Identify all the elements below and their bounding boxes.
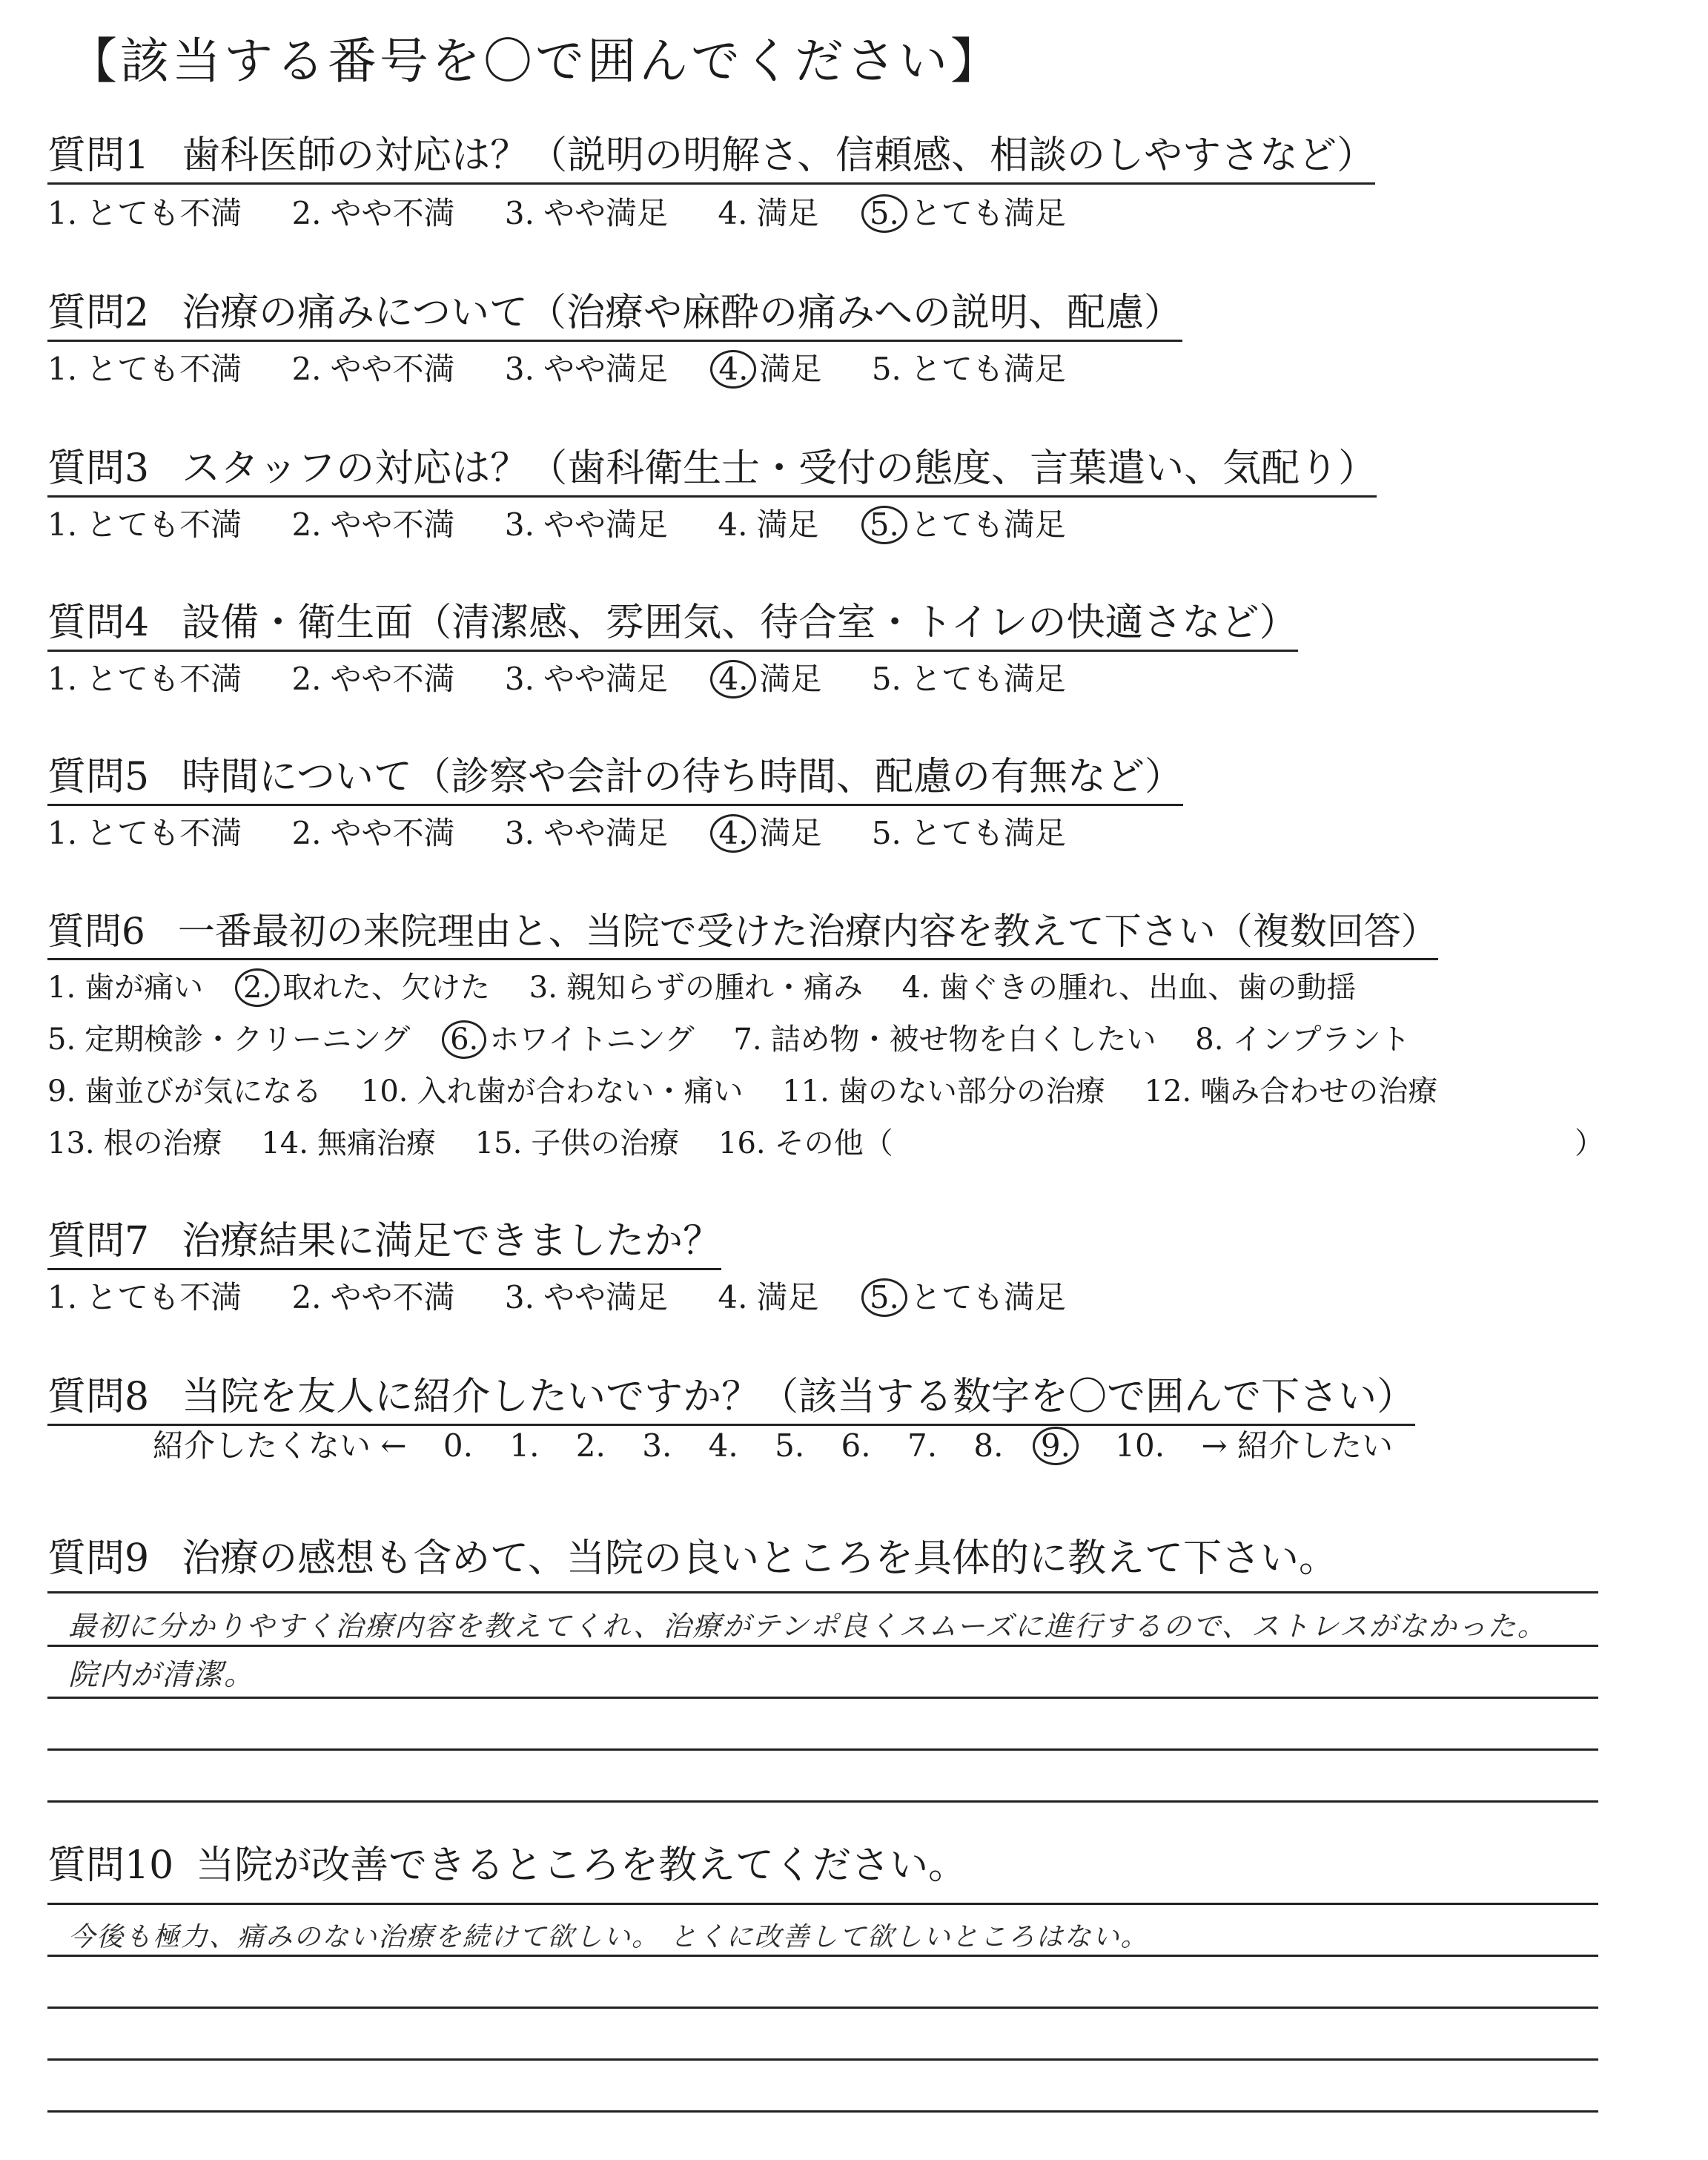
question-10-answer-line-1: 今後も極力、痛みのない治療を続けて欲しい。 とくに改善して欲しいところはない。 xyxy=(68,1922,1149,1952)
scale-right-label: → 紹介したい xyxy=(1201,1427,1393,1464)
question-6-row-4 xyxy=(47,1123,1604,1164)
option-4-number-circled[interactable]: 4. xyxy=(710,350,756,389)
option-2-number[interactable]: 2. xyxy=(291,1279,322,1315)
question-4-label: 質問4 xyxy=(47,601,150,645)
question-3-label: 質問3 xyxy=(47,446,150,491)
answer-line xyxy=(47,1748,1598,1751)
answer-line xyxy=(47,2110,1598,2113)
option-3-number[interactable]: 3. xyxy=(504,506,534,543)
option-4-number[interactable]: 4. xyxy=(718,1279,748,1315)
option-4-number[interactable]: 4. xyxy=(901,971,930,1005)
option-10-label: 入れ歯が合わない・痛い xyxy=(417,1074,744,1109)
question-6-row-3 xyxy=(47,1071,1437,1112)
option-3-number[interactable]: 3. xyxy=(504,195,534,231)
option-2-label: 取れた、欠けた xyxy=(282,971,491,1005)
question-8-label: 質問8 xyxy=(47,1375,150,1419)
scale-option-8[interactable]: 8. xyxy=(973,1427,1004,1464)
question-7 xyxy=(47,1216,721,1270)
question-10 xyxy=(47,1840,967,1891)
option-2-label: やや不満 xyxy=(330,506,455,543)
option-4-number-circled[interactable]: 4. xyxy=(710,814,756,853)
option-2-number[interactable]: 2. xyxy=(291,195,322,231)
option-8-label: インプラント xyxy=(1232,1023,1411,1057)
scale-option-3[interactable]: 3. xyxy=(642,1427,672,1464)
option-11-number[interactable]: 11. xyxy=(782,1074,830,1109)
option-13-label: 根の治療 xyxy=(103,1126,222,1160)
question-9-text: 治療の感想も含めて、当院の良いところを具体的に教えて下さい。 xyxy=(182,1536,1338,1581)
option-2-number[interactable]: 2. xyxy=(291,506,322,543)
option-16-label: その他（ xyxy=(774,1126,893,1160)
option-2-number[interactable]: 2. xyxy=(291,351,322,387)
question-10-label: 質問10 xyxy=(47,1843,174,1888)
question-3 xyxy=(47,443,1377,498)
option-3-number[interactable]: 3. xyxy=(504,1279,534,1315)
answer-line xyxy=(47,2058,1598,2061)
option-10-number[interactable]: 10. xyxy=(360,1074,408,1109)
option-15-label: 子供の治療 xyxy=(531,1126,680,1160)
answer-line xyxy=(47,1591,1598,1593)
scale-option-0[interactable]: 0. xyxy=(443,1427,473,1464)
option-15-number[interactable]: 15. xyxy=(474,1126,523,1160)
option-1-number[interactable]: 1. xyxy=(47,1279,78,1315)
question-6-row-2 xyxy=(47,1019,1410,1060)
question-5-options xyxy=(47,813,1106,854)
question-2-text: 治療の痛みについて（治療や麻酔の痛みへの説明、配慮） xyxy=(182,291,1183,335)
option-9-label: 歯並びが気になる xyxy=(85,1074,322,1109)
option-3-label: やや満足 xyxy=(543,195,668,231)
option-3-label: やや満足 xyxy=(543,661,668,697)
question-9-answer-line-2: 院内が清潔。 xyxy=(68,1658,255,1692)
answer-line xyxy=(47,1955,1598,1957)
question-9-label: 質問9 xyxy=(47,1536,150,1581)
option-5-label: 定期検診・クリーニング xyxy=(85,1023,411,1057)
option-8-number[interactable]: 8. xyxy=(1195,1023,1224,1057)
question-6-row-1 xyxy=(47,967,1356,1008)
option-3-number[interactable]: 3. xyxy=(504,351,534,387)
option-6-label: ホワイトニング xyxy=(489,1023,695,1057)
answer-line xyxy=(47,1697,1598,1699)
option-3-label: やや満足 xyxy=(543,815,668,851)
option-3-number[interactable]: 3. xyxy=(504,661,534,697)
option-13-number[interactable]: 13. xyxy=(47,1126,95,1160)
option-1-label: とても不満 xyxy=(86,1279,242,1315)
option-1-label: 歯が痛い xyxy=(85,971,204,1005)
option-9-number[interactable]: 9. xyxy=(47,1074,76,1109)
option-4-label: 満足 xyxy=(759,351,822,387)
option-6-number-circled[interactable]: 6. xyxy=(442,1020,486,1059)
option-5-number[interactable]: 5. xyxy=(871,661,901,697)
option-12-number[interactable]: 12. xyxy=(1144,1074,1192,1109)
scale-option-4[interactable]: 4. xyxy=(708,1427,738,1464)
option-2-label: やや不満 xyxy=(330,661,455,697)
option-2-number-circled[interactable]: 2. xyxy=(235,968,279,1007)
option-5-number-circled[interactable]: 5. xyxy=(861,194,907,233)
scale-option-10[interactable]: 10. xyxy=(1115,1427,1165,1464)
question-8-text: 当院を友人に紹介したいですか？（該当する数字を〇で囲んで下さい） xyxy=(182,1375,1416,1419)
option-5-label: とても満足 xyxy=(910,1279,1066,1315)
question-1-label: 質問1 xyxy=(47,133,150,178)
option-5-number[interactable]: 5. xyxy=(871,815,901,851)
scale-option-2[interactable]: 2. xyxy=(575,1427,606,1464)
option-1-number[interactable]: 1. xyxy=(47,351,78,387)
option-4-label: 満足 xyxy=(756,506,819,543)
option-4-label: 満足 xyxy=(759,815,822,851)
question-6 xyxy=(47,906,1438,960)
question-5 xyxy=(47,752,1183,806)
option-3-label: やや満足 xyxy=(543,1279,668,1315)
question-9 xyxy=(47,1533,1337,1584)
option-4-label: 満足 xyxy=(759,661,822,697)
option-2-number[interactable]: 2. xyxy=(291,815,322,851)
option-1-label: とても不満 xyxy=(86,815,242,851)
question-10-text: 当院が改善できるところを教えてください。 xyxy=(196,1843,967,1888)
option-4-number[interactable]: 4. xyxy=(718,506,748,543)
answer-line xyxy=(47,1800,1598,1803)
page-title: 【該当する番号を〇で囲んでください】 xyxy=(68,33,1002,90)
option-5-label: とても満足 xyxy=(910,351,1066,387)
option-3-number[interactable]: 3. xyxy=(504,815,534,851)
question-8 xyxy=(47,1372,1415,1426)
option-11-label: 歯のない部分の治療 xyxy=(838,1074,1105,1109)
question-7-options xyxy=(47,1277,1106,1318)
question-7-text: 治療結果に満足できましたか？ xyxy=(182,1219,722,1264)
option-3-label: 親知らずの腫れ・痛み xyxy=(566,971,863,1005)
option-5-label: とても満足 xyxy=(910,195,1066,231)
option-4-number-circled[interactable]: 4. xyxy=(710,660,756,698)
question-5-text: 時間について（診察や会計の待ち時間、配慮の有無など） xyxy=(182,755,1184,799)
question-5-label: 質問5 xyxy=(47,755,150,799)
option-4-label: 満足 xyxy=(756,1279,819,1315)
option-1-number[interactable]: 1. xyxy=(47,815,78,851)
scale-left-label: 紹介したくない ← xyxy=(153,1427,407,1464)
scale-option-5[interactable]: 5. xyxy=(775,1427,805,1464)
question-1-text: 歯科医師の対応は？（説明の明解さ、信頼感、相談のしやすさなど） xyxy=(182,133,1376,178)
question-3-options xyxy=(47,504,1106,546)
option-5-number-circled[interactable]: 5. xyxy=(861,506,907,544)
option-7-number[interactable]: 7. xyxy=(733,1023,762,1057)
question-4 xyxy=(47,598,1298,652)
option-1-number[interactable]: 1. xyxy=(47,195,78,231)
question-1 xyxy=(47,131,1375,185)
option-14-label: 無痛治療 xyxy=(317,1126,436,1160)
option-5-number[interactable]: 5. xyxy=(47,1023,76,1057)
option-4-label: 歯ぐきの腫れ、出血、歯の動揺 xyxy=(939,971,1357,1005)
option-5-label: とても満足 xyxy=(910,661,1066,697)
question-7-label: 質問7 xyxy=(47,1219,150,1264)
scale-option-1[interactable]: 1. xyxy=(509,1427,540,1464)
option-3-label: やや満足 xyxy=(543,506,668,543)
option-2-label: やや不満 xyxy=(330,195,455,231)
answer-line xyxy=(47,1903,1598,1905)
question-4-options xyxy=(47,658,1106,700)
option-5-number-circled[interactable]: 5. xyxy=(861,1278,907,1317)
question-2-label: 質問2 xyxy=(47,291,150,335)
question-6-text: 一番最初の来院理由と、当院で受けた治療内容を教えて下さい（複数回答） xyxy=(177,910,1438,953)
option-3-label: やや満足 xyxy=(543,351,668,387)
question-4-text: 設備・衛生面（清潔感、雰囲気、待合室・トイレの快適さなど） xyxy=(182,601,1298,645)
question-8-scale xyxy=(153,1425,1420,1467)
scale-option-7[interactable]: 7. xyxy=(907,1427,938,1464)
option-4-number[interactable]: 4. xyxy=(718,195,748,231)
option-1-number[interactable]: 1. xyxy=(47,971,76,1005)
option-14-number[interactable]: 14. xyxy=(261,1126,308,1160)
option-2-label: やや不満 xyxy=(330,351,455,387)
option-12-label: 噛み合わせの治療 xyxy=(1200,1074,1438,1109)
option-5-label: とても満足 xyxy=(910,506,1066,543)
question-9-answer-line-1: 最初に分かりやすく治療内容を教えてくれ、治療がテンポ良くスムーズに進行するので、ストレスがなかった。 xyxy=(68,1610,1547,1642)
question-6-label: 質問6 xyxy=(47,910,145,953)
question-2-options xyxy=(47,349,1106,390)
option-1-label: とても不満 xyxy=(86,661,242,697)
option-5-number[interactable]: 5. xyxy=(871,351,901,387)
option-2-number[interactable]: 2. xyxy=(291,661,322,697)
option-3-number[interactable]: 3. xyxy=(529,971,557,1005)
option-1-label: とても不満 xyxy=(86,506,242,543)
scale-option-9-circled[interactable]: 9. xyxy=(1033,1427,1079,1465)
option-1-number[interactable]: 1. xyxy=(47,661,78,697)
option-1-number[interactable]: 1. xyxy=(47,506,78,543)
question-1-options xyxy=(47,193,1106,234)
question-3-text: スタッフの対応は？（歯科衛生士・受付の態度、言葉遣い、気配り） xyxy=(182,446,1377,491)
answer-line xyxy=(47,2007,1598,2009)
option-5-label: とても満足 xyxy=(910,815,1066,851)
option-7-label: 詰め物・被せ物を白くしたい xyxy=(770,1023,1156,1057)
scale-option-6[interactable]: 6. xyxy=(841,1427,871,1464)
option-16-number[interactable]: 16. xyxy=(718,1126,766,1160)
option-1-label: とても不満 xyxy=(86,351,242,387)
option-4-label: 満足 xyxy=(756,195,819,231)
option-2-label: やや不満 xyxy=(330,815,455,851)
option-2-label: やや不満 xyxy=(330,1279,455,1315)
option-1-label: とても不満 xyxy=(86,195,242,231)
other-close-paren: ） xyxy=(1575,1126,1604,1160)
question-2 xyxy=(47,288,1182,342)
answer-line xyxy=(47,1645,1598,1647)
